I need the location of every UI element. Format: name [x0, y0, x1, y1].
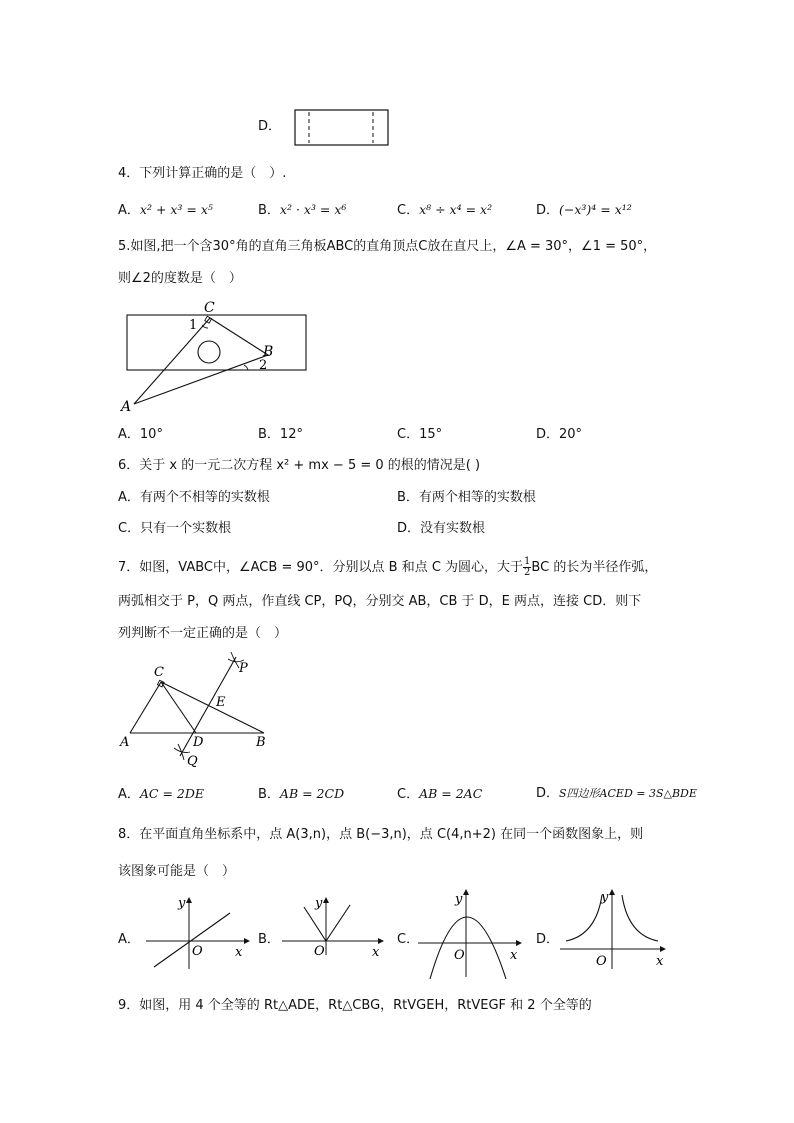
q5-option-d[interactable]: [536, 427, 582, 443]
option-text: x² · x³ = x⁶: [279, 202, 347, 217]
option-label: C．: [397, 203, 420, 218]
q7-stem-line3: 列判断不一定正确的是（ ）: [118, 626, 288, 641]
q3-option-d-figure: [294, 109, 390, 147]
option-label: A．: [118, 787, 140, 802]
q5-stem-line1: 5.如图,把一个含30°角的直角三角板ABC的直角顶点C放在直尺上，∠A = 30°，∠1 = 50°，: [118, 239, 657, 254]
option-text: 只有一个实数根: [140, 521, 232, 536]
q7-figure: [114, 648, 274, 772]
origin-label: O: [192, 944, 203, 959]
axis-y-label: y: [455, 892, 463, 907]
segment-cb: [161, 682, 264, 733]
q7-stem-line2: 两弧相交于 P，Q 两点，作直线 CP，PQ，分别交 AB，CB 于 D，E 两点，连接 CD．则下: [118, 594, 642, 609]
q5-option-a[interactable]: [118, 427, 163, 443]
option-text: AC = 2DE: [139, 786, 205, 801]
angle-2-arc: [244, 365, 248, 370]
q8-graph-a[interactable]: [140, 893, 252, 971]
q7-option-b[interactable]: [258, 786, 344, 803]
q8-stem-line2: 该图象可能是（ ）: [118, 864, 236, 879]
segment-cd: [161, 682, 196, 733]
label-a: A: [121, 399, 132, 415]
option-label: A．: [118, 490, 140, 505]
origin-label: O: [596, 954, 607, 969]
q6-option-d[interactable]: [397, 521, 485, 537]
q5-option-b[interactable]: [258, 427, 303, 443]
option-label: D．: [536, 427, 560, 442]
option-text: 没有实数根: [420, 521, 486, 536]
option-label: B．: [397, 490, 419, 505]
axis-y-label: y: [178, 896, 186, 911]
fraction-numerator: 1: [524, 556, 531, 567]
q8-stem-line1: 8．在平面直角坐标系中，点 A(3,n)，点 B(−3,n)，点 C(4,n+2) 在同一个函数图象上，则: [118, 827, 644, 842]
q7-option-d[interactable]: [536, 786, 697, 802]
arc-q-1: [174, 748, 190, 753]
option-label: B．: [258, 427, 280, 442]
label-p: P: [239, 661, 248, 676]
label-e: E: [216, 695, 226, 710]
function-v: [304, 905, 350, 941]
option-label: D．: [536, 203, 560, 218]
option-text: 20°: [559, 427, 583, 442]
option-label: A．: [118, 203, 140, 218]
option-text: 有两个不相等的实数根: [139, 490, 270, 505]
label-b: B: [256, 735, 266, 750]
label-a: A: [120, 735, 130, 750]
label-angle-1: 1: [189, 318, 198, 333]
triangle-hole: [198, 341, 220, 363]
option-text: x⁸ ÷ x⁴ = x²: [419, 202, 493, 217]
option-label: D．: [397, 521, 421, 536]
q8-option-a-label[interactable]: A．: [118, 932, 140, 947]
axis-x-label: x: [656, 954, 664, 969]
option-text: AB = 2CD: [279, 786, 345, 801]
line-pq: [180, 657, 236, 756]
option-text: (−x³)⁴ = x¹²: [559, 202, 632, 217]
origin-label: O: [454, 948, 465, 963]
label-c: C: [204, 300, 215, 316]
q8-graph-b[interactable]: [278, 893, 390, 971]
function-branch-right: [622, 895, 658, 941]
q4-option-c[interactable]: [397, 202, 492, 219]
option-label: C．: [118, 521, 141, 536]
axis-y-label: y: [315, 896, 323, 911]
origin-label: O: [314, 944, 325, 959]
ruler-rect: [127, 315, 306, 370]
q9-stem-line1: 9．如图，用 4 个全等的 Rt△ADE，Rt△CBG，RtVGEH，RtVEGF 和 2 个全等的: [118, 998, 592, 1013]
label-d: D: [193, 735, 204, 750]
option-text: S四边形ACED = 3S△BDE: [559, 787, 697, 800]
q4-option-b[interactable]: [258, 202, 346, 219]
q7-option-c[interactable]: [397, 786, 482, 803]
q4-option-a[interactable]: [118, 202, 213, 219]
option-text: x² + x³ = x⁵: [139, 202, 213, 217]
q7-line1-part-a: 7．如图，VABC中，∠ACB = 90°．分别以点 B 和点 C 为圆心，大于: [118, 560, 524, 575]
q6-option-a[interactable]: [118, 490, 270, 506]
q4-option-d[interactable]: [536, 202, 632, 219]
q8-option-b-label[interactable]: B．: [258, 932, 280, 947]
option-label: B．: [258, 787, 280, 802]
label-b: B: [263, 344, 274, 360]
q8-graph-d[interactable]: [556, 885, 672, 971]
function-branch-left: [566, 895, 602, 941]
q8-graph-c[interactable]: [414, 885, 526, 981]
q7-stem-line1: [118, 557, 657, 578]
option-text: AB = 2AC: [419, 786, 483, 801]
option-label: C．: [397, 787, 420, 802]
q6-option-b[interactable]: [397, 490, 536, 506]
q5-figure: [118, 298, 318, 416]
option-text: 12°: [279, 427, 303, 442]
segment-ac: [130, 682, 161, 733]
label-angle-2: 2: [259, 358, 268, 373]
q7-line1-part-b: BC 的长为半径作弧，: [531, 560, 658, 575]
function-parabola: [430, 917, 506, 979]
fraction-denominator: 2: [524, 567, 531, 578]
option-label: A．: [118, 427, 140, 442]
q4-stem: 4．下列计算正确的是（ ）.: [118, 166, 287, 181]
q6-stem: 6．关于 x 的一元二次方程 x² + mx − 5 = 0 的根的情况是( ): [118, 458, 481, 473]
option-label: B．: [258, 203, 280, 218]
q6-option-c[interactable]: [118, 521, 231, 537]
label-c: C: [154, 665, 164, 680]
q5-option-c[interactable]: [397, 427, 442, 443]
q8-option-d-label[interactable]: D．: [536, 932, 560, 947]
axis-x-label: x: [235, 945, 243, 960]
label-q: Q: [187, 754, 198, 769]
triangle-abc: [134, 318, 268, 404]
q8-option-c-label[interactable]: C．: [397, 932, 420, 947]
q3-option-d-label: D．: [258, 119, 282, 134]
option-text: 10°: [139, 427, 163, 442]
option-label: D．: [536, 786, 560, 801]
arc-p-2: [231, 652, 239, 668]
q7-option-a[interactable]: [118, 786, 204, 803]
option-text: 有两个相等的实数根: [418, 490, 536, 505]
option-text: 15°: [419, 427, 443, 442]
q5-stem-line2: 则∠2的度数是（ ）: [118, 271, 242, 286]
axis-x-label: x: [372, 945, 380, 960]
option-label: C．: [397, 427, 420, 442]
axis-x-label: x: [510, 948, 518, 963]
axis-y-label: y: [601, 890, 609, 905]
angle-1-arc: [202, 325, 208, 328]
